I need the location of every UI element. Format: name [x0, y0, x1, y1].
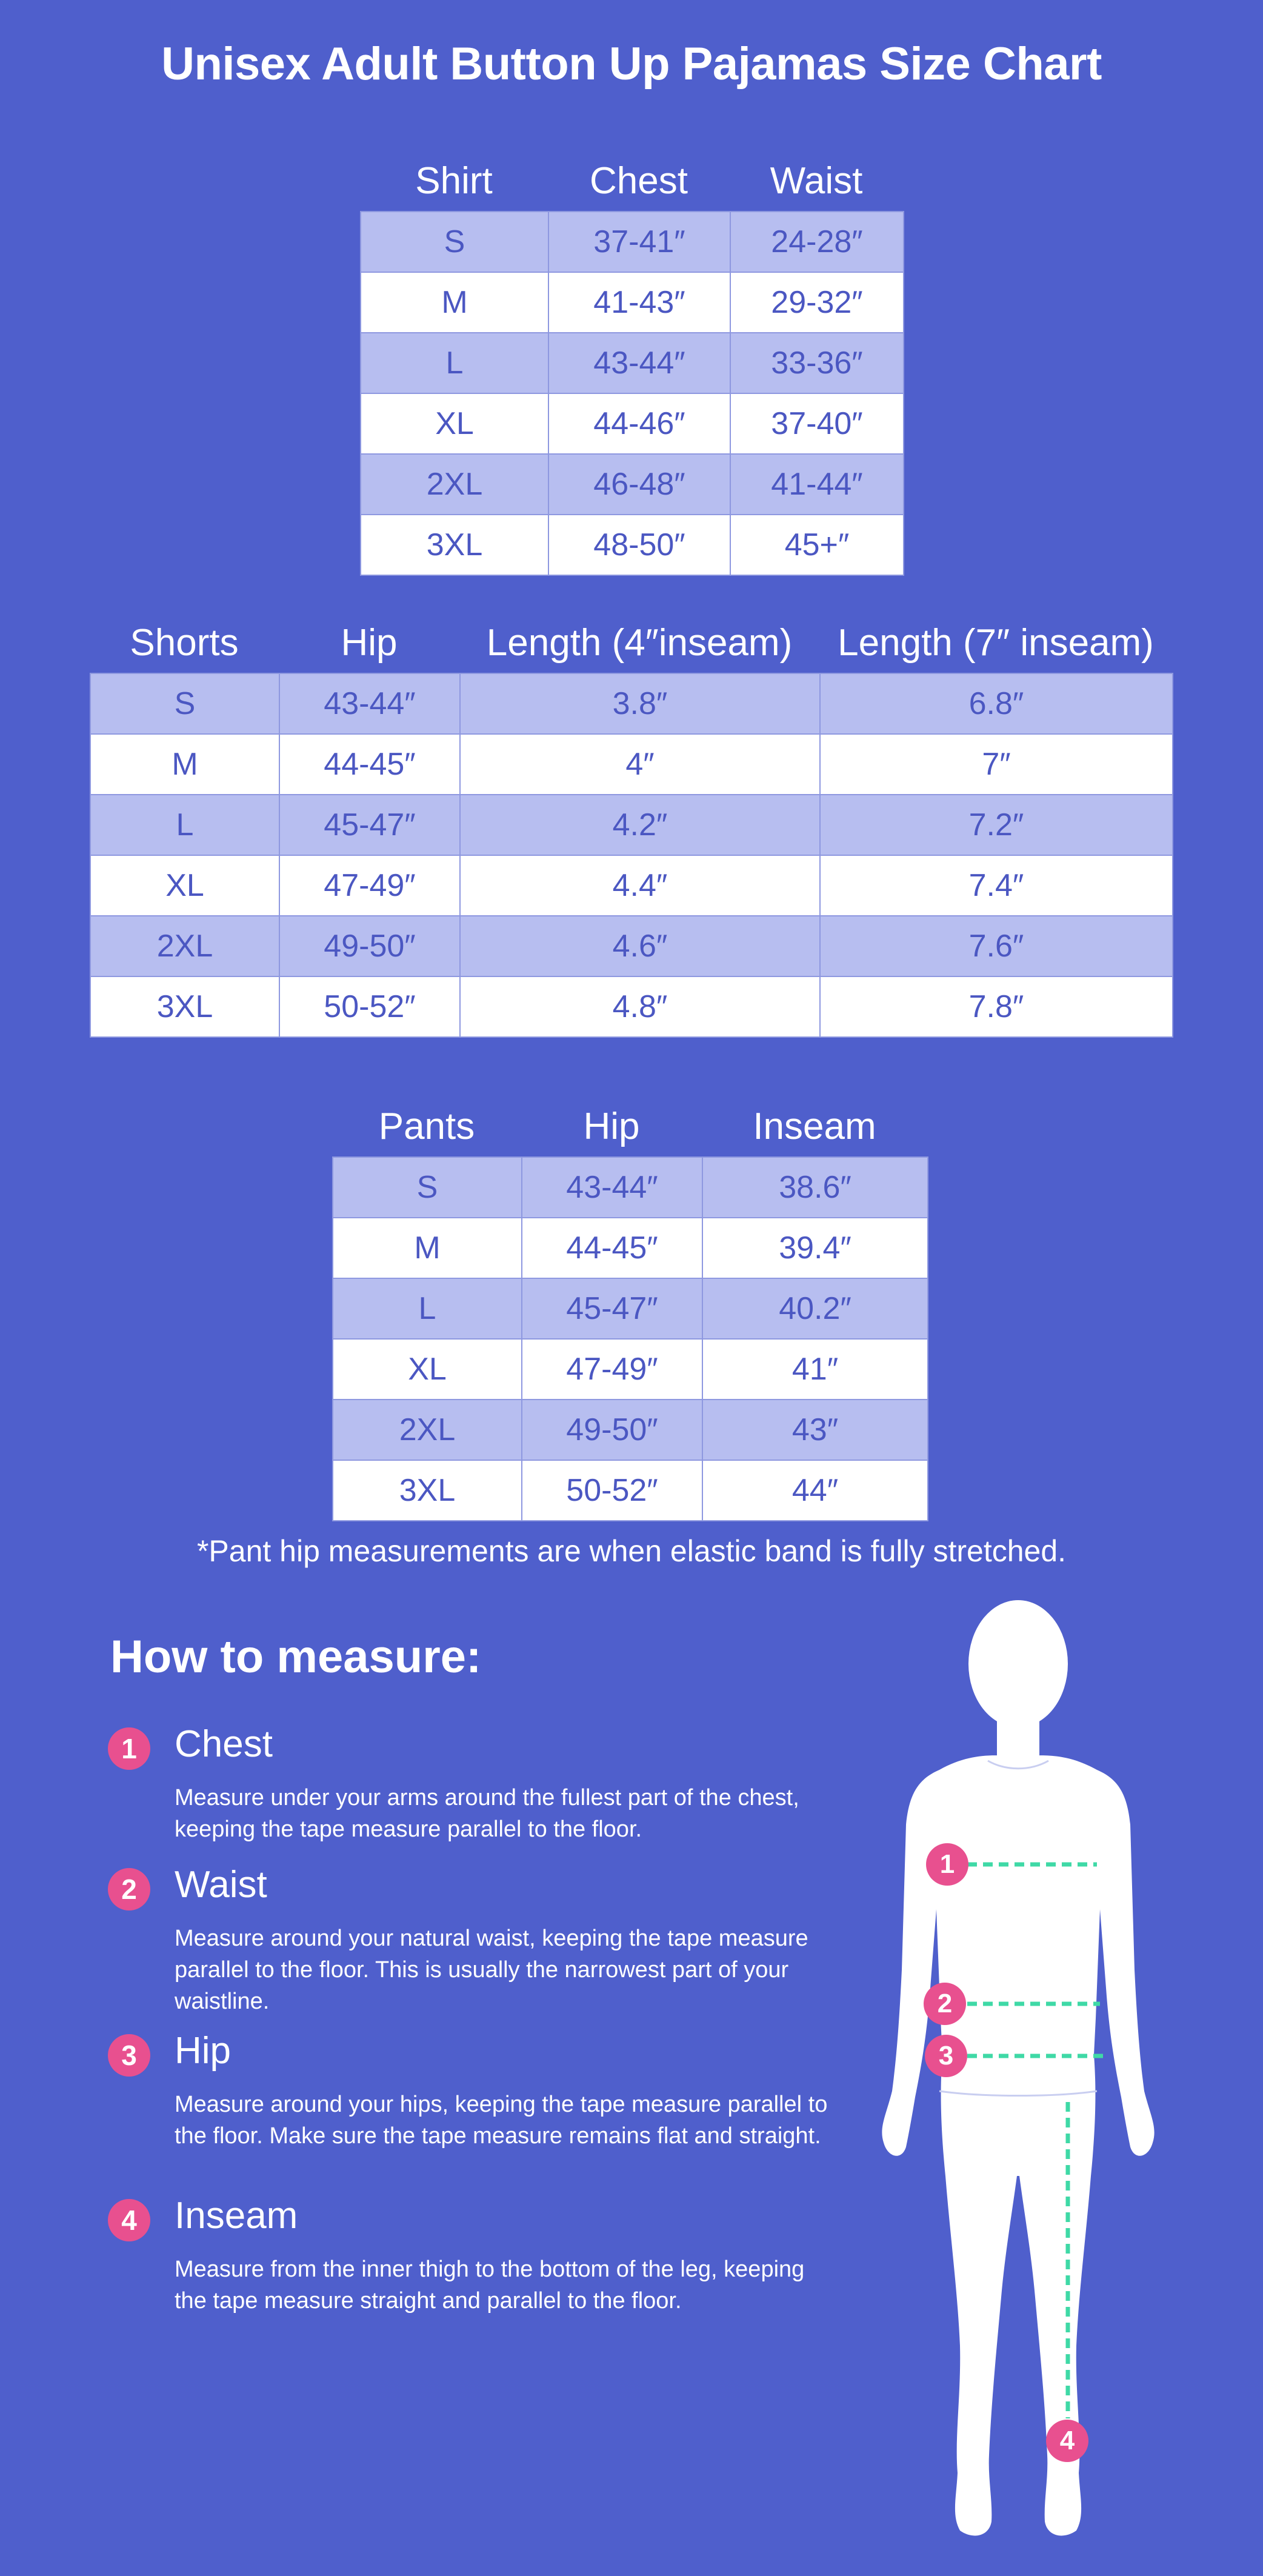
hip-cell: 44-45″ — [522, 1218, 702, 1278]
size-cell: XL — [333, 1339, 522, 1400]
size-cell: 3XL — [361, 515, 548, 575]
table-row — [361, 333, 904, 393]
length7-cell: 6.8″ — [820, 673, 1173, 734]
table-row — [333, 1157, 928, 1218]
length4-cell: 4.6″ — [460, 916, 820, 976]
header-pants: Pants — [378, 1105, 475, 1147]
shorts-table-body — [90, 673, 1173, 1038]
shorts-size-table — [90, 612, 1173, 1038]
pants-table-header — [332, 1096, 928, 1156]
chest-cell: 37-41″ — [548, 212, 730, 272]
step-heading: Waist — [175, 1864, 267, 1906]
measurement-figure — [873, 1594, 1164, 2543]
step-description: Measure under your arms around the fullest part of the chest, keeping the tape measure parallel to the floor. — [175, 1785, 799, 1842]
page-title: Unisex Adult Button Up Pajamas Size Chart — [161, 38, 1102, 90]
chest-cell: 43-44″ — [548, 333, 730, 393]
size-cell: S — [90, 673, 279, 734]
inseam-cell: 44″ — [702, 1460, 928, 1521]
hip-cell: 45-47″ — [522, 1278, 702, 1339]
table-row — [333, 1400, 928, 1460]
waist-cell: 41-44″ — [730, 454, 904, 515]
step-number-badge: 2 — [108, 1868, 150, 1910]
inseam-cell: 43″ — [702, 1400, 928, 1460]
hip-cell: 45-47″ — [279, 795, 460, 855]
table-row — [90, 916, 1173, 976]
step-description: Measure from the inner thigh to the bottom of the leg, keeping the tape measure straight and parallel to the floor. — [175, 2257, 805, 2314]
inseam-cell: 41″ — [702, 1339, 928, 1400]
header-inseam: Inseam — [753, 1105, 876, 1147]
shirt-table-body — [360, 211, 904, 576]
header-length-7: Length (7″ inseam) — [838, 621, 1154, 664]
chest-cell: 44-46″ — [548, 393, 730, 454]
step-heading: Chest — [175, 1723, 273, 1765]
size-cell: 2XL — [333, 1400, 522, 1460]
size-cell: L — [90, 795, 279, 855]
table-row — [90, 734, 1173, 795]
pant-hip-note: *Pant hip measurements are when elastic band is fully stretched. — [196, 1534, 1067, 1568]
table-row — [333, 1339, 928, 1400]
size-cell: M — [90, 734, 279, 795]
shorts-table-header — [90, 612, 1173, 673]
step-description: Measure around your natural waist, keeping the tape measure parallel to the floor. This is usually the narrowest part of your waistline. — [175, 1926, 808, 2014]
inseam-cell: 38.6″ — [702, 1157, 928, 1218]
hip-cell: 47-49″ — [279, 855, 460, 916]
step-heading: Inseam — [175, 2195, 298, 2237]
table-row — [90, 855, 1173, 916]
header-hip: Hip — [583, 1105, 640, 1147]
step-number-badge: 1 — [108, 1727, 150, 1770]
length4-cell: 3.8″ — [460, 673, 820, 734]
table-row — [361, 454, 904, 515]
size-cell: S — [361, 212, 548, 272]
waist-cell: 24-28″ — [730, 212, 904, 272]
length7-cell: 7″ — [820, 734, 1173, 795]
inseam-cell: 39.4″ — [702, 1218, 928, 1278]
length7-cell: 7.2″ — [820, 795, 1173, 855]
marker-chest: 1 — [926, 1843, 968, 1886]
step-number-badge: 3 — [108, 2034, 150, 2077]
header-hip: Hip — [341, 621, 398, 664]
hip-cell: 43-44″ — [522, 1157, 702, 1218]
size-cell: M — [361, 272, 548, 333]
size-cell: XL — [90, 855, 279, 916]
table-row — [90, 795, 1173, 855]
size-cell: 2XL — [90, 916, 279, 976]
length7-cell: 7.4″ — [820, 855, 1173, 916]
size-cell: 3XL — [90, 976, 279, 1037]
size-cell: XL — [361, 393, 548, 454]
length7-cell: 7.6″ — [820, 916, 1173, 976]
marker-hip: 3 — [925, 2035, 967, 2077]
shirt-size-table — [360, 150, 904, 576]
size-cell: S — [333, 1157, 522, 1218]
hip-cell: 49-50″ — [522, 1400, 702, 1460]
hip-cell: 49-50″ — [279, 916, 460, 976]
step-number-badge: 4 — [108, 2199, 150, 2241]
hip-cell: 50-52″ — [522, 1460, 702, 1521]
length7-cell: 7.8″ — [820, 976, 1173, 1037]
hip-cell: 44-45″ — [279, 734, 460, 795]
step-description: Measure around your hips, keeping the tape measure parallel to the floor. Make sure the tape measure remains flat and straight. — [175, 2092, 828, 2149]
table-row — [361, 515, 904, 575]
table-row — [90, 976, 1173, 1037]
pants-table-body — [332, 1156, 928, 1521]
length4-cell: 4″ — [460, 734, 820, 795]
size-cell: 2XL — [361, 454, 548, 515]
hip-cell: 43-44″ — [279, 673, 460, 734]
table-row — [361, 272, 904, 333]
length4-cell: 4.8″ — [460, 976, 820, 1037]
header-length-4: Length (4″inseam) — [486, 621, 793, 664]
chest-cell: 41-43″ — [548, 272, 730, 333]
header-shirt: Shirt — [415, 159, 493, 202]
size-cell: L — [361, 333, 548, 393]
step-heading: Hip — [175, 2030, 232, 2072]
size-cell: M — [333, 1218, 522, 1278]
waist-cell: 33-36″ — [730, 333, 904, 393]
table-row — [333, 1218, 928, 1278]
marker-inseam: 4 — [1046, 2420, 1088, 2462]
chest-cell: 46-48″ — [548, 454, 730, 515]
waist-cell: 37-40″ — [730, 393, 904, 454]
size-cell: L — [333, 1278, 522, 1339]
table-row — [333, 1278, 928, 1339]
table-row — [90, 673, 1173, 734]
header-chest: Chest — [590, 159, 688, 202]
human-silhouette-icon — [873, 1594, 1164, 2540]
table-row — [361, 393, 904, 454]
how-to-measure-heading: How to measure: — [110, 1631, 482, 1683]
shirt-table-header — [360, 150, 904, 211]
waist-cell: 45+″ — [730, 515, 904, 575]
chest-cell: 48-50″ — [548, 515, 730, 575]
header-shorts: Shorts — [130, 621, 239, 664]
length4-cell: 4.2″ — [460, 795, 820, 855]
waist-cell: 29-32″ — [730, 272, 904, 333]
inseam-cell: 40.2″ — [702, 1278, 928, 1339]
size-cell: 3XL — [333, 1460, 522, 1521]
pants-size-table — [332, 1096, 928, 1521]
header-waist: Waist — [770, 159, 863, 202]
table-row — [333, 1460, 928, 1521]
table-row — [361, 212, 904, 272]
hip-cell: 50-52″ — [279, 976, 460, 1037]
length4-cell: 4.4″ — [460, 855, 820, 916]
hip-cell: 47-49″ — [522, 1339, 702, 1400]
marker-waist: 2 — [924, 1983, 966, 2025]
